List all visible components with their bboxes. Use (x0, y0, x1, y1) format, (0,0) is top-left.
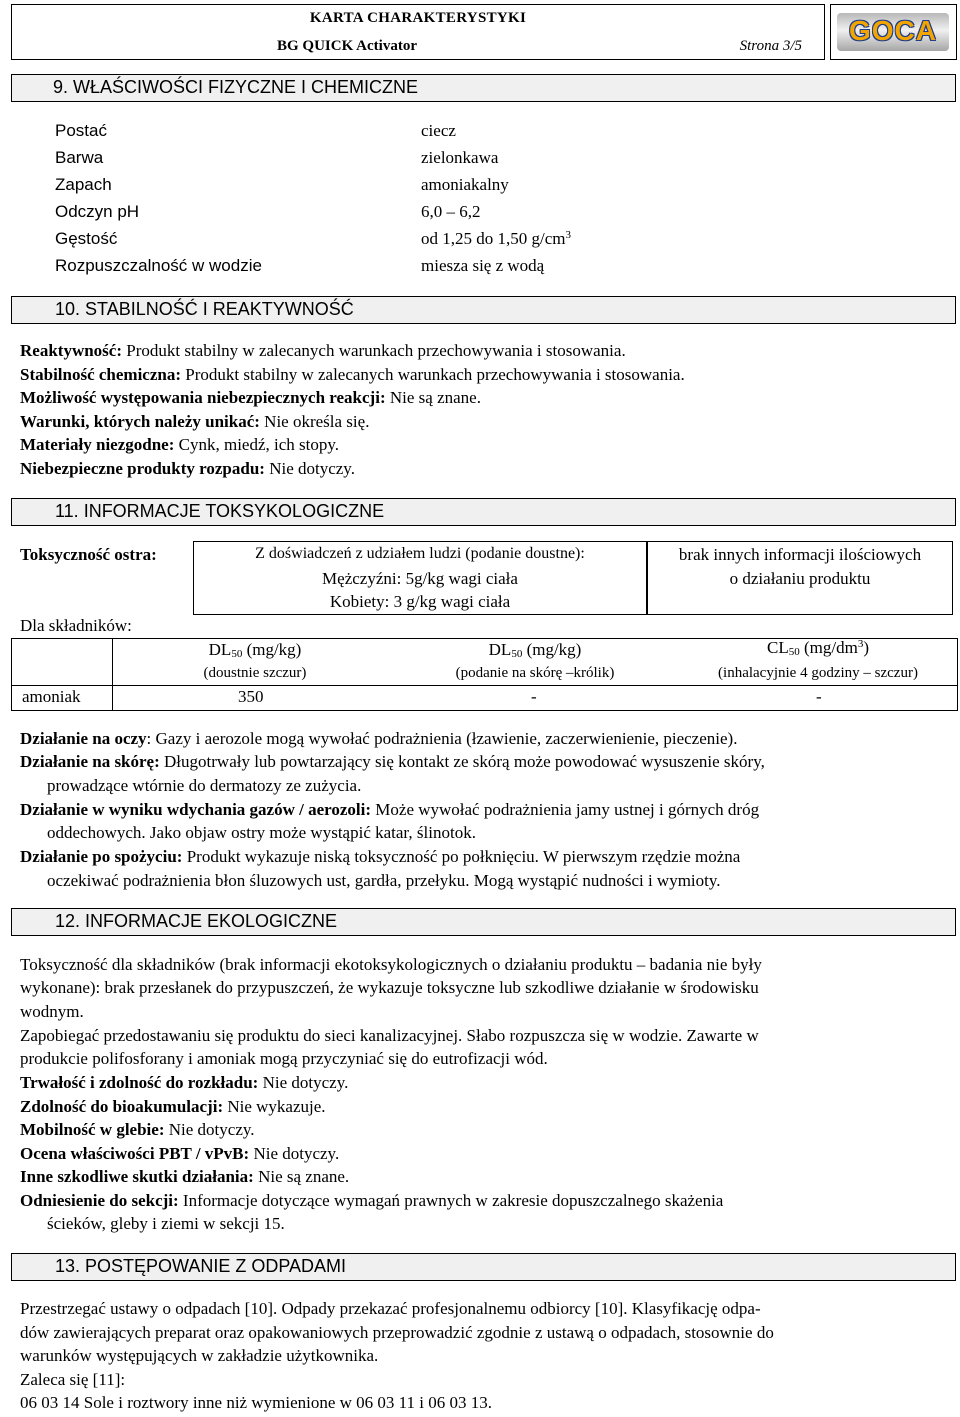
stability-line-text: Nie określa się. (259, 411, 370, 431)
ecology-line (47, 1214, 285, 1234)
property-label: Gęstość (55, 229, 118, 248)
logo-text: GOCA (849, 15, 937, 46)
effect-line-label: Działanie na skórę: (20, 752, 160, 771)
effect-line (20, 800, 759, 820)
ecology-line (20, 1049, 548, 1069)
effect-line (20, 847, 740, 867)
property-label: Rozpuszczalność w wodzie (55, 256, 262, 275)
waste-line-text: warunków występujących w zakładzie użytkownika. (20, 1346, 379, 1365)
effect-line-text: Produkt wykazuje niską toksyczność po połknięciu. W pierwszym rzędzie można (182, 847, 741, 866)
ecology-line-text: Informacje dotyczące wymagań prawnych w zakresie dopuszczalnego skażenia (178, 1191, 724, 1210)
property-label: Postać (55, 121, 107, 140)
effect-line-text: oczekiwać podrażnienia błon śluzowych ust, gardła, przełyku. Mogą wystąpić nudności i wymioty. (47, 871, 721, 890)
ecology-line-text: Toksyczność dla składników (brak informacji ekotoksykologicznych o działaniu produktu – badania nie były (20, 955, 762, 974)
effect-line-text: oddechowych. Jako objaw ostry może wystąpić katar, ślinotok. (47, 823, 476, 842)
value-dermal: - (531, 687, 537, 706)
ecology-line (20, 1097, 326, 1117)
waste-line-text: 06 03 14 Sole i roztwory inne niż wymienione w 06 03 11 i 06 03 13. (20, 1393, 493, 1412)
human-data-line-2: Mężczyźni: 5g/kg wagi ciała (322, 569, 518, 588)
effect-line-label: Działanie po spożyciu: (20, 847, 183, 866)
stability-line (20, 412, 369, 432)
effect-line-text: prowadzące wtórnie do dermatozy ze zużycia. (47, 776, 362, 795)
page-number: Strona 3/5 (739, 38, 802, 54)
ecology-line-text: Nie dotyczy. (164, 1120, 255, 1139)
ecology-line-label: Ocena właściwości PBT / vPvB: (20, 1144, 250, 1163)
ecology-line (20, 1026, 759, 1046)
human-data-box (193, 541, 647, 615)
stability-line (20, 365, 685, 385)
stability-line-text: Produkt stabilny w zalecanych warunkach przechowywania i stosowania. (122, 341, 626, 360)
stability-line (20, 388, 481, 408)
property-label: Odczyn pH (55, 202, 140, 221)
ecology-line-label: Trwałość i zdolność do rozkładu: (20, 1073, 259, 1092)
stability-line (20, 435, 339, 455)
property-value: 6,0 – 6,2 (421, 202, 481, 221)
property-value: amoniakalny (421, 175, 509, 194)
ecology-line-label: Zdolność do bioakumulacji: (20, 1097, 224, 1116)
no-info-box (647, 541, 953, 615)
table-col-line (112, 638, 113, 710)
ecology-line-text: wykonane): brak przesłanek do przypuszczeń, że wykazuje toksyczne lub szkodliwe działanie w środowisku (20, 978, 759, 997)
ecology-line (20, 1120, 255, 1140)
stability-line-label: Stabilność chemiczna: (20, 364, 182, 384)
ecology-line (20, 1144, 339, 1164)
stability-line-text: Cynk, miedź, ich stopy. (174, 435, 340, 455)
stability-line-label: Niebezpieczne produkty rozpadu: (20, 459, 265, 478)
stability-line-text: Nie są znane. (385, 388, 481, 408)
substance-name: amoniak (22, 687, 81, 706)
stability-line-text: Produkt stabilny w zalecanych warunkach przechowywania i stosowania. (181, 364, 685, 384)
property-label: Zapach (55, 175, 112, 194)
ecology-line (20, 978, 759, 998)
human-data-line-1: Z doświadczeń z udziałem ludzi (podanie doustne): (255, 545, 585, 562)
effect-line-label: Działanie w wyniku wdychania gazów / aerozoli: (20, 800, 372, 819)
stability-line (20, 341, 626, 361)
effect-line (47, 871, 721, 891)
value-oral: 350 (238, 687, 264, 706)
company-logo (830, 4, 957, 60)
waste-line-text: Przestrzegać ustawy o odpadach [10]. Odpady przekazać profesjonalnemu odbiorcy [10]. Klasyfikację odpa- (20, 1299, 761, 1318)
human-data-line-3: Kobiety: 3 g/kg wagi ciała (329, 592, 511, 611)
col2-note: (podanie na skórę –królik) (455, 665, 615, 681)
effect-line-label: Działanie na oczy (20, 729, 147, 748)
section-10-heading: 10. STABILNOŚĆ I REAKTYWNOŚĆ (11, 296, 956, 324)
table-divider (11, 685, 958, 686)
ecology-line (20, 1167, 349, 1187)
waste-line (20, 1370, 125, 1390)
product-name: BG QUICK Activator (277, 38, 417, 54)
waste-line-text: Zaleca się [11]: (20, 1370, 126, 1389)
waste-line-text: dów zawierających preparat oraz opakowaniowych przeprowadzić zgodnie z ustawą o odpadach, stosownie do (20, 1323, 774, 1342)
property-value: miesza się z wodą (421, 256, 545, 275)
effect-line-text: Długotrwały lub powtarzający się kontakt ze skórą może powodować wysuszenie skóry, (159, 752, 765, 771)
effect-line (47, 776, 361, 796)
waste-line (20, 1299, 761, 1319)
effect-line-text: : Gazy i aerozole mogą wywołać podrażnienia (łzawienie, zaczerwienienie, pieczenie). (146, 729, 738, 748)
waste-line (20, 1323, 774, 1343)
stability-line-label: Możliwość występowania niebezpiecznych reakcji: (20, 388, 386, 408)
effect-line (20, 752, 765, 772)
acute-toxicity-label: Toksyczność ostra: (20, 545, 157, 564)
section-13-heading: 13. POSTĘPOWANIE Z ODPADAMI (11, 1253, 956, 1281)
section-9-heading: 9. WŁAŚCIWOŚCI FIZYCZNE I CHEMICZNE (11, 74, 956, 102)
ecology-line-label: Mobilność w glebie: (20, 1120, 165, 1139)
section-12-heading: 12. INFORMACJE EKOLOGICZNE (11, 908, 956, 936)
property-value: od 1,25 do 1,50 $g/cm^3$ (421, 229, 571, 248)
waste-line (20, 1346, 378, 1366)
ecology-line-text: Nie wykazuje. (223, 1097, 326, 1116)
no-info-line-1: brak innych informacji ilościowych (678, 545, 922, 564)
stability-line-label: Reaktywność: (20, 341, 122, 360)
property-value: zielonkawa (421, 148, 499, 167)
ecology-line (20, 1191, 723, 1211)
ecology-line (20, 955, 762, 975)
effect-line (47, 823, 476, 843)
stability-line (20, 459, 355, 479)
ecology-line-text: Nie dotyczy. (249, 1144, 340, 1163)
no-info-line-2: o działaniu produktu (729, 569, 871, 588)
ecology-line-text: Nie dotyczy. (258, 1073, 349, 1092)
ecology-line (20, 1002, 84, 1022)
col3-note: (inhalacyjnie 4 godziny – szczur) (718, 665, 918, 681)
property-label: Barwa (55, 148, 104, 167)
col1-note: (doustnie szczur) (203, 665, 307, 681)
col2-header: $DL_{50}$ (mg/kg) (488, 640, 582, 660)
ecology-line-text: Zapobiegać przedostawaniu się produktu do sieci kanalizacyjnej. Słabo rozpuszcza się w wodzie. Zawarte w (20, 1026, 759, 1045)
document-header (11, 4, 825, 60)
col1-header: $DL_{50}$ (mg/kg) (208, 640, 302, 660)
effect-line-text: Może wywołać podrażnienia jamy ustnej i górnych dróg (371, 800, 760, 819)
stability-line-label: Warunki, których należy unikać: (20, 411, 260, 431)
ecology-line-text: produkcie polifosforany i amoniak mogą przyczyniać się do eutrofizacji wód. (20, 1049, 548, 1068)
col3-header: $CL_{50}$ $(mg/dm^3)$ (767, 638, 869, 658)
components-label: Dla składników: (20, 616, 132, 635)
logo-badge (837, 13, 949, 51)
effect-line (20, 729, 737, 749)
ecology-line-label: Inne szkodliwe skutki działania: (20, 1167, 254, 1186)
ecology-line-text: ścieków, gleby i ziemi w sekcji 15. (47, 1214, 285, 1233)
ecology-line-text: wodnym. (20, 1002, 84, 1021)
waste-line (20, 1393, 492, 1413)
stability-line-label: Materiały niezgodne: (20, 435, 175, 455)
ecology-line (20, 1073, 348, 1093)
stability-line-text: Nie dotyczy. (264, 459, 355, 478)
property-value: ciecz (421, 121, 456, 140)
document-title: KARTA CHARAKTERYSTYKI (309, 10, 527, 26)
ecology-line-label: Odniesienie do sekcji: (20, 1191, 179, 1210)
section-11-heading: 11. INFORMACJE TOKSYKOLOGICZNE (11, 498, 956, 526)
ecology-line-text: Nie są znane. (253, 1167, 350, 1186)
value-inhalation: - (816, 687, 822, 706)
